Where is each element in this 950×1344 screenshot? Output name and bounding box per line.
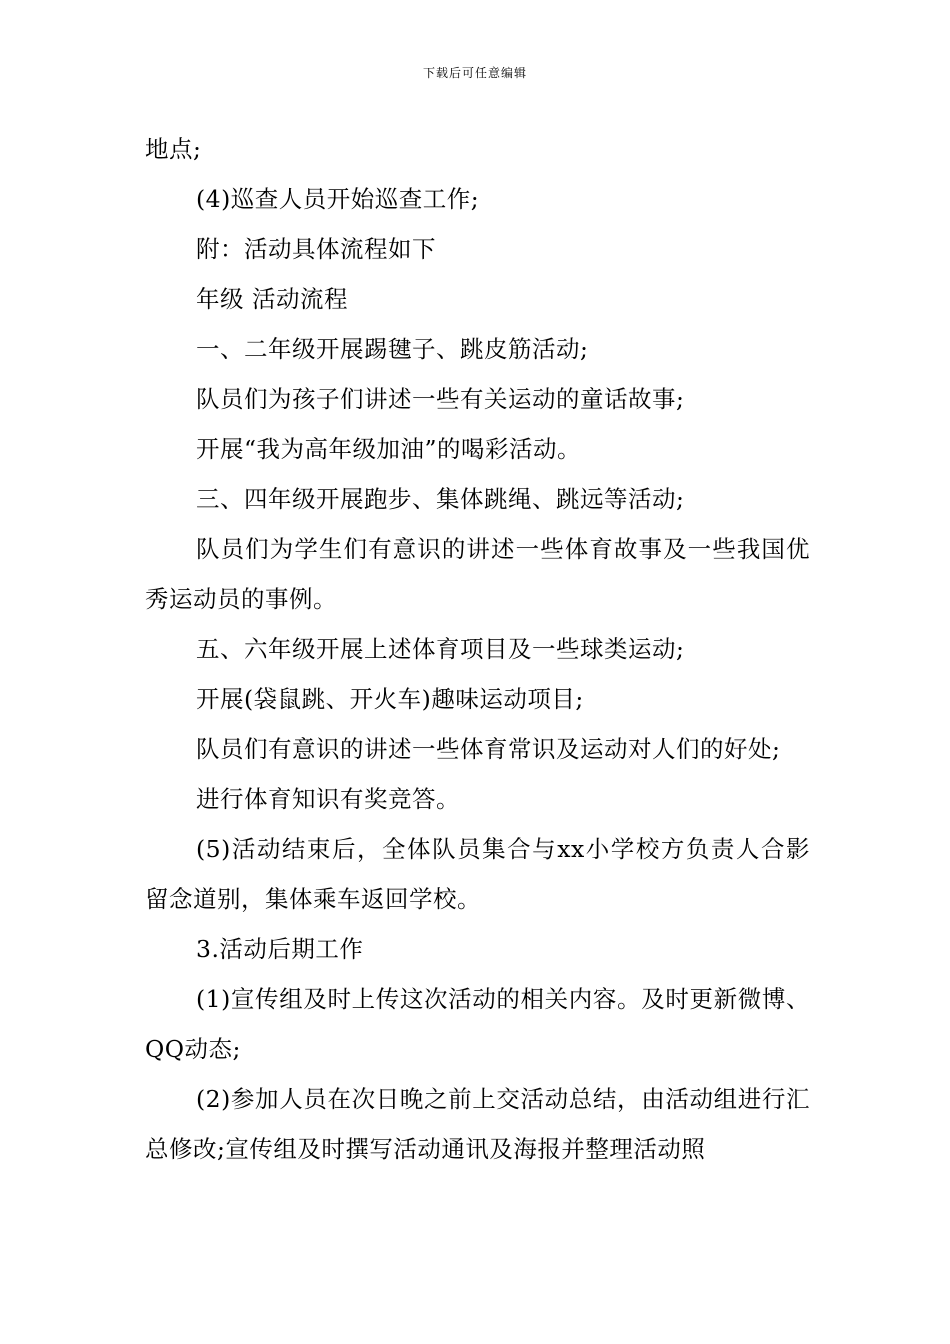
paragraph-sports-stories: 队员们为学生们有意识的讲述一些体育故事及一些我国优秀运动员的事例。 [145,535,810,613]
paragraph-grade-5-6: 五、六年级开展上述体育项目及一些球类运动; [196,635,685,663]
paragraph-appendix: 附：活动具体流程如下 [196,235,436,263]
paragraph-cheer: 开展“我为高年级加油”的喝彩活动。 [196,435,582,463]
paragraph-table-heading: 年级 活动流程 [196,285,348,313]
page-header: 下载后可任意编辑 [422,66,527,80]
paragraph-fun-games: 开展(袋鼠跳、开火车)趣味运动项目; [196,685,584,713]
section-heading-followup: 3.活动后期工作 [196,935,364,963]
document-body [145,124,810,1174]
paragraph-activity-end: (5)活动结束后，全体队员集合与xx小学校方负责人合影留念道别，集体乘车返回学校。 [145,835,810,913]
paragraph-quiz: 进行体育知识有奖竞答。 [196,785,460,813]
paragraph-fairy-tales: 队员们为孩子们讲述一些有关运动的童话故事; [196,385,685,413]
paragraph-patrol: (4)巡查人员开始巡查工作; [196,185,480,213]
paragraph-sports-knowledge: 队员们有意识的讲述一些体育常识及运动对人们的好处; [196,735,781,763]
paragraph-publicity: (1)宣传组及时上传这次活动的相关内容。及时更新微博、QQ动态; [145,985,810,1063]
paragraph-location: 地点; [145,135,202,163]
paragraph-grade-1-2: 一、二年级开展踢毽子、跳皮筋活动; [196,335,589,363]
paragraph-summary: (2)参加人员在次日晚之前上交活动总结，由活动组进行汇总修改;宣传组及时撰写活动通讯及海报并整理活动照 [145,1085,810,1163]
paragraph-grade-3-4: 三、四年级开展跑步、集体跳绳、跳远等活动; [196,485,685,513]
